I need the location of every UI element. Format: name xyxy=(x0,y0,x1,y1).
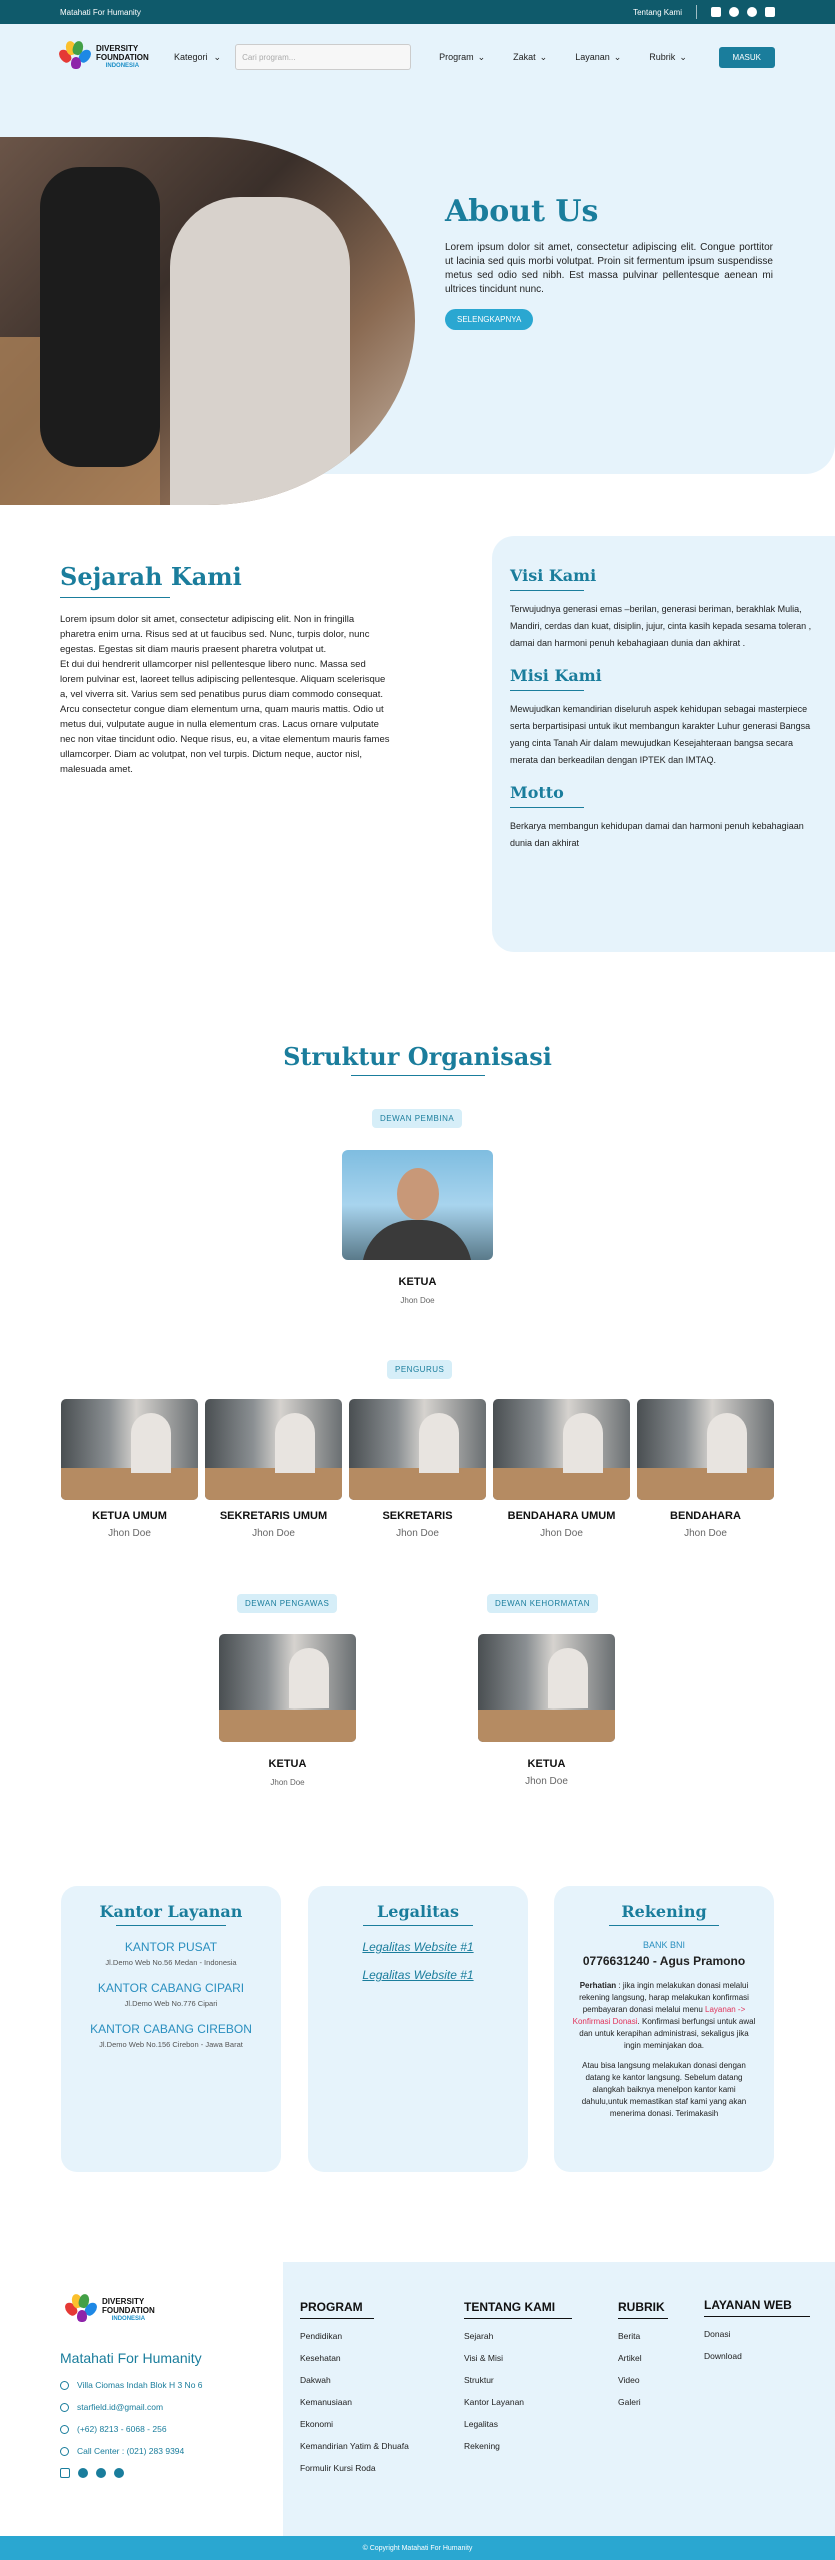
ketua-role: KETUA xyxy=(398,1276,437,1288)
kantor-layanan-card xyxy=(61,1886,281,2172)
kantor-name: KANTOR CABANG CIPARI xyxy=(97,1981,245,1995)
kategori-dropdown[interactable] xyxy=(174,52,221,63)
youtube-icon[interactable] xyxy=(765,7,775,17)
footer-link[interactable]: Ekonomi xyxy=(300,2419,334,2429)
konfirmasi-link[interactable]: Layanan -> Konfirmasi Donasi xyxy=(572,2005,746,2026)
more-button[interactable]: SELENGKAPNYA xyxy=(445,309,533,330)
rekening-title: Rekening xyxy=(621,1902,707,1921)
legalitas-link[interactable]: Legalitas Website #1 xyxy=(362,1968,474,1982)
pengurus-name: Jhon Doe xyxy=(540,1528,583,1539)
footer-callcenter[interactable]: Call Center : (021) 283 9394 xyxy=(60,2446,280,2456)
pengawas-role: KETUA xyxy=(268,1758,307,1770)
location-icon xyxy=(60,2381,69,2390)
instagram-icon[interactable] xyxy=(711,7,721,17)
footer-col-program xyxy=(300,2300,409,2485)
visi-text: Terwujudnya generasi emas –berilan, generasi beriman, berakhlak Mulia, Mandiri, cerdas dan kuat, disiplin, jujur, cinta kasih kepada sesama toleran , damai dan harmoni penuh kebahagiaan dunia dan akhirat . xyxy=(510,604,812,648)
copyright-bar xyxy=(0,2536,835,2560)
hero-image xyxy=(0,137,415,505)
youtube-icon[interactable] xyxy=(114,2468,124,2478)
rekening-note: Perhatian : jika ingin melakukan donasi melalui rekening langsung, harap melakukan konfirmasi pembayaran donasi melalui menu Layanan -> Konfirmasi Donasi. Konfirmasi berfungsi untuk awal dan untuk kerapihan administrasi, sekaligus jika ingin meminjakan doa. xyxy=(572,1981,756,2050)
struktur-title: Struktur Organisasi xyxy=(283,1042,552,1071)
footer-link[interactable]: Kemandirian Yatim & Dhuafa xyxy=(300,2441,409,2451)
footer-links xyxy=(283,2262,835,2536)
topbar-brand: Matahati For Humanity xyxy=(60,7,141,17)
divider xyxy=(351,1075,485,1076)
footer-link[interactable]: Kemanusiaan xyxy=(300,2397,352,2407)
account-number: 0776631240 - Agus Pramono xyxy=(582,1954,746,1968)
footer-link[interactable]: Formulir Kursi Roda xyxy=(300,2463,376,2473)
footer-link[interactable]: Sejarah xyxy=(464,2331,494,2341)
footer-link[interactable]: Artikel xyxy=(618,2353,642,2363)
pengurus-name: Jhon Doe xyxy=(108,1528,151,1539)
legalitas-card xyxy=(308,1886,528,2172)
chevron-down-icon: ⌄ xyxy=(213,51,222,62)
footer-col-tentang xyxy=(464,2300,572,2463)
kantor-title: Kantor Layanan xyxy=(99,1902,243,1921)
rekening-note-2: Atau bisa langsung melakukan donasi dengan datang ke kantor langsung. Sebelum datang alangkah baiknya menelpon kantor kami dahulu,untuk memastikan staf kami yang akan menerima donasi. Terimakasih xyxy=(581,2061,747,2118)
logo-text: DIVERSITY FOUNDATION INDONESIA xyxy=(102,2296,155,2322)
visi-misi-card xyxy=(492,536,835,952)
pengurus-role: BENDAHARA xyxy=(670,1510,741,1522)
sejarah-section xyxy=(60,562,390,777)
kantor-address: Jl.Demo Web No.56 Medan - Indonesia xyxy=(105,1958,237,1967)
logo-icon xyxy=(66,2294,98,2326)
divider xyxy=(609,1925,719,1926)
facebook-icon[interactable] xyxy=(96,2468,106,2478)
divider xyxy=(618,2318,668,2319)
footer-link[interactable]: Kesehatan xyxy=(300,2353,341,2363)
footer-link[interactable]: Galeri xyxy=(618,2397,641,2407)
twitter-icon[interactable] xyxy=(78,2468,88,2478)
instagram-icon[interactable] xyxy=(60,2468,70,2478)
logo-icon xyxy=(60,41,92,73)
footer-col-layanan xyxy=(704,2298,810,2373)
footer-link[interactable]: Visi & Misi xyxy=(464,2353,504,2363)
footer-tagline: Matahati For Humanity xyxy=(60,2350,202,2366)
footer-link[interactable]: Berita xyxy=(618,2331,641,2341)
badge-dewan-kehormatan: DEWAN KEHORMATAN xyxy=(487,1594,598,1613)
menu-rubrik[interactable]: Rubrik ⌄ xyxy=(649,51,687,62)
navbar xyxy=(0,24,835,90)
pengawas-name: Jhon Doe xyxy=(270,1778,305,1787)
rekening-card xyxy=(554,1886,774,2172)
about-title: About Us xyxy=(445,194,599,229)
struktur-header xyxy=(0,1042,835,1076)
visi-title: Visi Kami xyxy=(510,566,597,585)
chevron-down-icon: ⌄ xyxy=(613,51,622,62)
footer-col-title: PROGRAM xyxy=(300,2300,363,2314)
legalitas-link[interactable]: Legalitas Website #1 xyxy=(362,1940,474,1954)
pengurus-photo xyxy=(637,1399,774,1500)
main-menu xyxy=(439,52,687,63)
misi-title: Misi Kami xyxy=(510,666,602,685)
footer-link[interactable]: Pendidikan xyxy=(300,2331,343,2341)
copyright-text: © Copyright Matahati For Humanity xyxy=(362,2544,473,2552)
divider xyxy=(464,2318,572,2319)
ketua-photo xyxy=(342,1150,493,1260)
footer-link[interactable]: Struktur xyxy=(464,2375,494,2385)
footer-col-title: LAYANAN WEB xyxy=(704,2298,792,2312)
login-button[interactable]: MASUK xyxy=(719,47,775,68)
top-bar xyxy=(0,0,835,24)
logo-text: DIVERSITY FOUNDATION INDONESIA xyxy=(96,43,149,69)
footer-link[interactable]: Dakwah xyxy=(300,2375,331,2385)
footer-link[interactable]: Video xyxy=(618,2375,640,2385)
footer-col-title: TENTANG KAMI xyxy=(464,2300,556,2314)
kantor-name: KANTOR PUSAT xyxy=(124,1940,218,1954)
misi-text: Mewujudkan kemandirian diseluruh aspek kehidupan sebagai masterpiece serta berpartisipasi untuk ikut membangun karakter Luhur generasi Bangsa yang cinta Tanah Air dalam mewujudkan Kesejahteraan bangsa secara merata dan berkeadilan dengan IPTEK dan IMTAQ. xyxy=(510,704,811,765)
kehormatan-role: KETUA xyxy=(527,1758,566,1770)
topbar-about-link[interactable]: Tentang Kami xyxy=(633,7,682,17)
footer-email[interactable]: starfield.id@gmail.com xyxy=(60,2402,280,2412)
divider xyxy=(116,1925,226,1926)
divider xyxy=(510,590,584,591)
kehormatan-name: Jhon Doe xyxy=(525,1776,568,1787)
footer-address: Villa Ciomas Indah Blok H 3 No 6 xyxy=(60,2380,280,2390)
footer-phone[interactable]: (+62) 8213 - 6068 - 256 xyxy=(60,2424,280,2434)
divider xyxy=(510,807,584,808)
divider xyxy=(60,597,170,598)
pengurus-name: Jhon Doe xyxy=(684,1528,727,1539)
pengurus-role: SEKRETARIS xyxy=(382,1510,453,1522)
pengurus-role: SEKRETARIS UMUM xyxy=(219,1510,328,1522)
chevron-down-icon: ⌄ xyxy=(679,51,687,62)
kantor-name: KANTOR CABANG CIREBON xyxy=(90,2022,252,2036)
about-block xyxy=(445,194,773,330)
menu-program[interactable]: Program ⌄ xyxy=(439,51,486,62)
footer-link[interactable]: Donasi xyxy=(704,2329,731,2339)
footer-link[interactable]: Legalitas xyxy=(464,2419,499,2429)
facebook-icon[interactable] xyxy=(747,7,757,17)
badge-dewan-pengawas: DEWAN PENGAWAS xyxy=(237,1594,337,1613)
legalitas-title: Legalitas xyxy=(377,1902,459,1921)
footer-logo[interactable] xyxy=(66,2294,166,2326)
phone-icon xyxy=(60,2425,69,2434)
menu-layanan[interactable]: Layanan ⌄ xyxy=(575,51,622,62)
badge-dewan-pembina: DEWAN PEMBINA xyxy=(372,1109,462,1128)
ketua-name: Jhon Doe xyxy=(400,1296,435,1305)
kategori-label: Kategori xyxy=(174,52,208,62)
footer-socials xyxy=(60,2468,280,2478)
footer-link[interactable]: Rekening xyxy=(464,2441,500,2451)
chevron-down-icon: ⌄ xyxy=(477,51,486,62)
kantor-address: Jl.Demo Web No.156 Cirebon - Jawa Barat xyxy=(99,2040,243,2049)
twitter-icon[interactable] xyxy=(729,7,739,17)
motto-text: Berkarya membangun kehidupan damai dan harmoni penuh kebahagiaan dunia dan akhirat xyxy=(510,821,804,848)
logo[interactable] xyxy=(60,41,160,73)
divider xyxy=(363,1925,473,1926)
pengurus-photo xyxy=(349,1399,486,1500)
chevron-down-icon: ⌄ xyxy=(539,51,548,62)
pengawas-photo xyxy=(219,1634,356,1742)
badge-pengurus: PENGURUS xyxy=(387,1360,452,1379)
search-input[interactable]: Cari program... xyxy=(235,44,411,70)
headset-icon xyxy=(60,2447,69,2456)
sejarah-title: Sejarah Kami xyxy=(60,562,242,591)
pengurus-photo xyxy=(205,1399,342,1500)
footer-link[interactable]: Download xyxy=(704,2351,742,2361)
divider xyxy=(510,690,584,691)
divider xyxy=(300,2318,374,2319)
mail-icon xyxy=(60,2403,69,2412)
pengurus-name: Jhon Doe xyxy=(252,1528,295,1539)
divider xyxy=(704,2316,810,2317)
pengurus-role: KETUA UMUM xyxy=(92,1510,167,1522)
footer-col-rubrik xyxy=(618,2300,668,2419)
sejarah-text: Lorem ipsum dolor sit amet, consectetur adipiscing elit. Non in fringilla pharetra enim urna. Risus sed at ut faucibus sed. Nunc, turpis dolor, nunc egestas. Egestas sit diam mauris praesent pharetra volutpat ut. Et dui dui hendrerit ullamcorper nisl pellentesque libero nunc. Massa sed lorem pulvinar est, laoreet tellus adipiscing pellentesque. Aliquam scelerisque a, vel viverra sit. Varius sem sed penatibus purus diam commodo consequat. Arcu consectetur congue diam elementum urna, quam mauris mattis. Odio ut metus dui, vulputate augue in nulla elementum cras. Lacus ornare vulputate nec non vitae tincidunt odio. Neque risus, eu, a vitae elementum mauris fames ullamcorper. Diam ac volutpat, non vel turpis. Dictum neque, auctor nisl, malesuada amet. xyxy=(60,614,390,775)
kantor-address: Jl.Demo Web No.776 Cipari xyxy=(124,1999,218,2008)
pengurus-photo xyxy=(61,1399,198,1500)
motto-title: Motto xyxy=(510,783,564,802)
pengurus-photo xyxy=(493,1399,630,1500)
pengurus-role: BENDAHARA UMUM xyxy=(507,1510,616,1522)
bank-name: BANK BNI xyxy=(642,1940,685,1950)
menu-zakat[interactable]: Zakat ⌄ xyxy=(513,51,548,62)
footer-link[interactable]: Kantor Layanan xyxy=(464,2397,525,2407)
pengurus-name: Jhon Doe xyxy=(396,1528,439,1539)
divider xyxy=(696,5,697,19)
about-text: Lorem ipsum dolor sit amet, consectetur adipiscing elit. Congue porttitor ut lacinia sed quis morbi volutpat. Proin sit fermentum ipsum suspendisse metus sed odio sed nibh. Est massa pulvinar pellentesque aenean mi ultrices tincidunt nunc. xyxy=(445,242,773,295)
footer-col-title: RUBRIK xyxy=(618,2300,665,2314)
footer-contact xyxy=(60,2294,280,2478)
kehormatan-photo xyxy=(478,1634,615,1742)
